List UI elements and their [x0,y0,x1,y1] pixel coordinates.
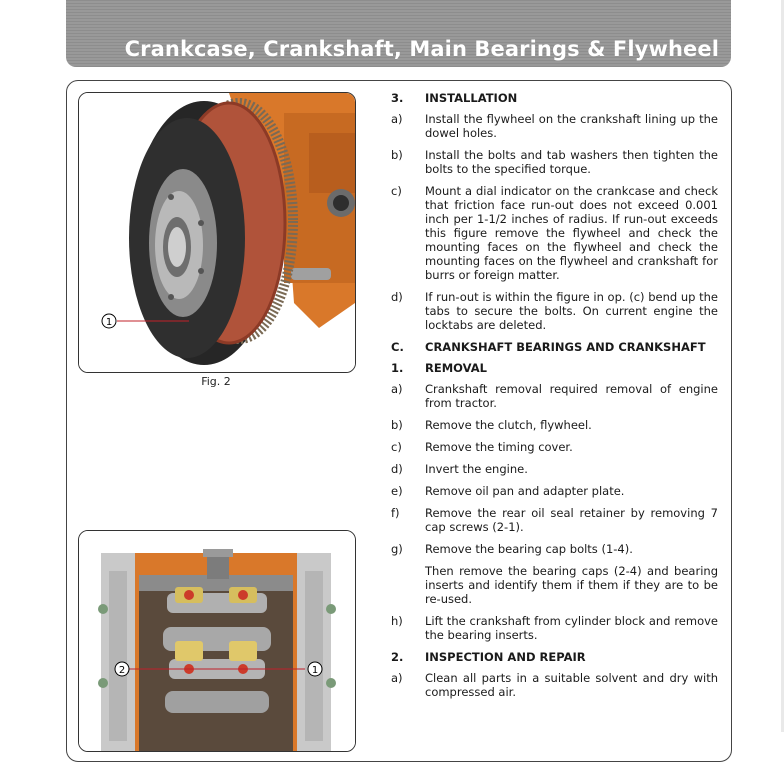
list-item: f) Remove the rear oil seal retainer by removing 7 cap screws (2-1). [391,506,718,534]
figure-caption: Fig. 2 [201,375,231,388]
section-heading: 1. REMOVAL [391,361,487,375]
crankshaft-photo [79,531,355,751]
list-item: d) Invert the engine. [391,462,528,476]
section-heading: 2. INSPECTION AND REPAIR [391,650,586,664]
figure-callout-2: 2 [118,665,126,676]
header-band [66,0,731,67]
list-item: d) If run-out is within the figure in op. (c) bend up the tabs to secure the bolts. On current engine the locktabs are deleted. [391,290,718,332]
list-item: c) Mount a dial indicator on the crankcase and check that friction face run-out does not exceed 0.001 inch per 1-1/2 inches of radius. If run-out exceeds this figure remove the flywheel and check the mounting faces on the flywheel and check the mounting faces on the flywheel and crankshaft for burrs or foreign matter. [391,184,718,282]
figure-callout-1b: 1 [311,665,319,676]
list-item: Then remove the bearing caps (2-4) and bearing inserts and identify them if them if they are to be re-used. [425,564,718,606]
figure-callout-1: 1 [105,317,113,328]
list-item: a) Clean all parts in a suitable solvent and dry with compressed air. [391,671,718,699]
section-heading: C. CRANKSHAFT BEARINGS AND CRANKSHAFT [391,340,706,354]
procedure-text [391,91,718,707]
list-item: b) Remove the clutch, flywheel. [391,418,592,432]
list-item: e) Remove oil pan and adapter plate. [391,484,625,498]
list-item: a) Install the flywheel on the crankshaft lining up the dowel holes. [391,112,718,140]
flywheel-photo [79,93,355,372]
list-item: g) Remove the bearing cap bolts (1-4). [391,542,633,556]
list-item: c) Remove the timing cover. [391,440,573,454]
figure-crankshaft [78,530,356,752]
figure-flywheel [78,92,356,373]
list-item: a) Crankshaft removal required removal of engine from tractor. [391,382,718,410]
page-title: Crankcase, Crankshaft, Main Bearings & Flywheel [124,37,719,61]
list-item: b) Install the bolts and tab washers then tighten the bolts to the specified torque. [391,148,718,176]
section-heading: 3. INSTALLATION [391,91,518,105]
list-item: h) Lift the crankshaft from cylinder block and remove the bearing inserts. [391,614,718,642]
